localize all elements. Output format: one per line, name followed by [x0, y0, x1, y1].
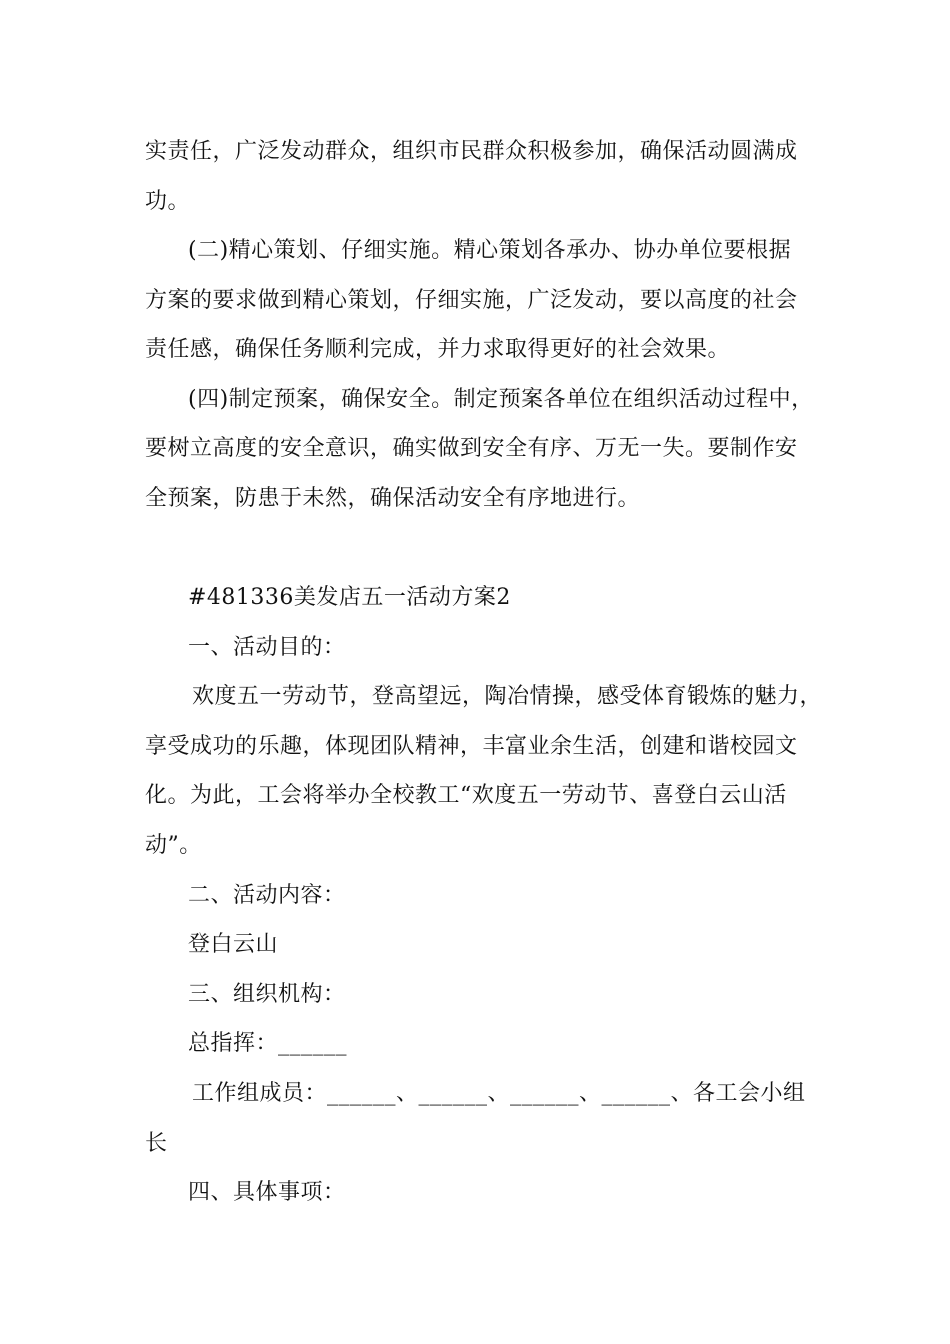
body-text-line: 功。 [145, 189, 191, 214]
body-text-line: 享受成功的乐趣，体现团队精神，丰富业余生活，创建和谐校园文 [145, 734, 798, 759]
body-text-line: 登白云山 [188, 932, 279, 957]
body-text-line: 全预案，防患于未然，确保活动安全有序地进行。 [145, 486, 641, 511]
body-text-line: 要树立高度的安全意识，确实做到安全有序、万无一失。要制作安 [145, 436, 798, 461]
body-text-line: 工作组成员：______、______、______、______、各工会小组 [192, 1081, 806, 1106]
section-heading: 二、活动内容： [188, 883, 346, 908]
body-text-line: 化。为此，工会将举办全校教工“欢度五一劳动节、喜登白云山活 [145, 783, 787, 808]
section-heading: 三、组织机构： [188, 982, 346, 1007]
body-text-line: 实责任，广泛发动群众，组织市民群众积极参加，确保活动圆满成 [145, 139, 798, 164]
body-text-line: 欢度五一劳动节，登高望远，陶冶情操，感受体育锻炼的魅力， [192, 684, 823, 709]
section-paragraph-line: (二)精心策划、仔细实施。精心策划各承办、协办单位要根据 [188, 238, 792, 263]
section-heading: 四、具体事项： [188, 1180, 346, 1205]
body-text-line: 总指挥：______ [188, 1031, 348, 1056]
body-text-line: 长 [145, 1131, 168, 1156]
section-paragraph-line: (四)制定预案，确保安全。制定预案各单位在组织活动过程中， [188, 387, 814, 412]
document-heading: #481336美发店五一活动方案2 [188, 585, 511, 610]
body-text-line: 动”。 [145, 833, 202, 858]
body-text-line: 方案的要求做到精心策划，仔细实施，广泛发动，要以高度的社会 [145, 288, 798, 313]
body-text-line: 责任感，确保任务顺利完成，并力求取得更好的社会效果。 [145, 337, 731, 362]
section-heading: 一、活动目的： [188, 635, 346, 660]
